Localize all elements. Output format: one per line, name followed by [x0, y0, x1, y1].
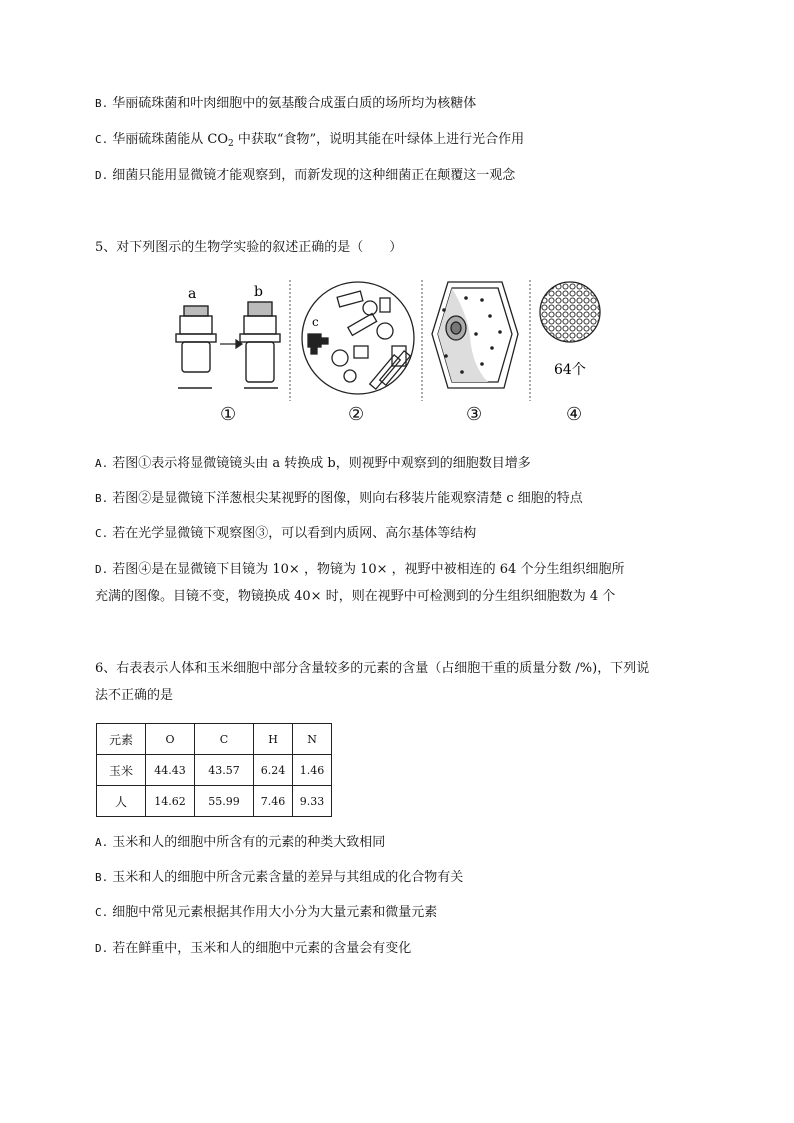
option-label: C.	[95, 133, 109, 146]
q4-option-d	[95, 166, 515, 186]
q4-option-c	[95, 130, 524, 154]
table-cell: 9.33	[293, 786, 332, 817]
q6-option-a	[95, 833, 385, 853]
objective-lens-b	[240, 302, 280, 388]
plant-cell	[432, 282, 518, 388]
lens-a-label: a	[188, 286, 197, 302]
panel-label-1: ①	[220, 404, 237, 425]
option-text: 玉米和人的细胞中所含有的元素的种类大致相同	[112, 835, 386, 850]
table-row	[97, 755, 332, 786]
option-label: C.	[95, 906, 109, 919]
option-text: 华丽硫珠菌和叶肉细胞中的氨基酸合成蛋白质的场所均为核糖体	[112, 96, 477, 111]
q5-option-d-continued: 充满的图像。目镜不变，物镜换成 40× 时，则在视野中可检测到的分生组织细胞数为 4 个	[95, 589, 616, 604]
root-tip-field	[302, 282, 414, 394]
lens-b-label: b	[254, 284, 263, 300]
option-text: 若图④是在显微镜下目镜为 10× ，物镜为 10× ，视野中被相连的 64 个分生组织细胞所	[112, 562, 625, 577]
option-label: B.	[95, 492, 109, 505]
q5-stem: 5、对下列图示的生物学实验的叙述正确的是（ ）	[95, 240, 403, 255]
q5-option-d	[95, 560, 624, 580]
option-label: D.	[95, 942, 109, 955]
table-cell: H	[254, 724, 293, 755]
table-header-row	[97, 724, 332, 755]
option-text: 若在光学显微镜下观察图③，可以看到内质网、高尔基体等结构	[112, 526, 477, 541]
table-cell: 44.43	[146, 755, 195, 786]
q6-stem-line2: 法不正确的是	[95, 688, 174, 703]
element-content-table	[96, 723, 332, 817]
cell-c-label: c	[312, 315, 319, 329]
option-label: B.	[95, 97, 109, 110]
objective-lens-a	[176, 306, 216, 388]
table-cell: 14.62	[146, 786, 195, 817]
option-label: D.	[95, 169, 109, 182]
table-cell: O	[146, 724, 195, 755]
subscript: 2	[228, 139, 234, 149]
option-text: 若在鲜重中，玉米和人的细胞中元素的含量会有变化	[112, 941, 412, 956]
q5-option-b	[95, 489, 583, 509]
table-cell: 元素	[97, 724, 146, 755]
cell-count-label: 64个	[554, 362, 586, 378]
table-cell: 人	[97, 786, 146, 817]
option-text: 若图②是显微镜下洋葱根尖某视野的图像，则向右移装片能观察清楚 c 细胞的特点	[112, 491, 583, 506]
q6-option-b	[95, 868, 463, 888]
panel-label-3: ③	[466, 404, 483, 425]
option-label: A.	[95, 836, 109, 849]
q5-figure	[170, 276, 610, 431]
table-cell: 6.24	[254, 755, 293, 786]
table-row	[97, 786, 332, 817]
option-text: 细胞中常见元素根据其作用大小分为大量元素和微量元素	[112, 905, 438, 920]
table-cell: 55.99	[195, 786, 254, 817]
option-text: 若图①表示将显微镜镜头由 a 转换成 b，则视野中观察到的细胞数目增多	[112, 456, 531, 471]
q6-option-c	[95, 903, 437, 923]
panel-label-2: ②	[348, 404, 365, 425]
table-cell: C	[195, 724, 254, 755]
q6-option-d	[95, 939, 411, 959]
option-label: A.	[95, 457, 109, 470]
table-cell: 1.46	[293, 755, 332, 786]
option-text: 细菌只能用显微镜才能观察到，而新发现的这种细菌正在颠覆这一观念	[112, 168, 516, 183]
table-cell: 43.57	[195, 755, 254, 786]
q5-option-c	[95, 524, 476, 544]
panel-label-4: ④	[566, 404, 583, 425]
option-text-pre: 华丽硫珠菌能从 CO	[112, 132, 228, 147]
arrow	[220, 340, 242, 348]
option-label: B.	[95, 871, 109, 884]
meristem-field	[540, 282, 600, 342]
q5-option-a	[95, 454, 531, 474]
table-cell: 玉米	[97, 755, 146, 786]
option-label: D.	[95, 563, 109, 576]
option-text: 玉米和人的细胞中所含元素含量的差异与其组成的化合物有关	[112, 870, 464, 885]
table-cell: N	[293, 724, 332, 755]
option-label: C.	[95, 527, 109, 540]
option-text-post: 中获取“食物”，说明其能在叶绿体上进行光合作用	[233, 132, 525, 147]
table-cell: 7.46	[254, 786, 293, 817]
q6-stem-line1: 6、右表表示人体和玉米细胞中部分含量较多的元素的含量（占细胞干重的质量分数 /%)，下列说	[95, 661, 650, 676]
q4-option-b	[95, 94, 476, 114]
